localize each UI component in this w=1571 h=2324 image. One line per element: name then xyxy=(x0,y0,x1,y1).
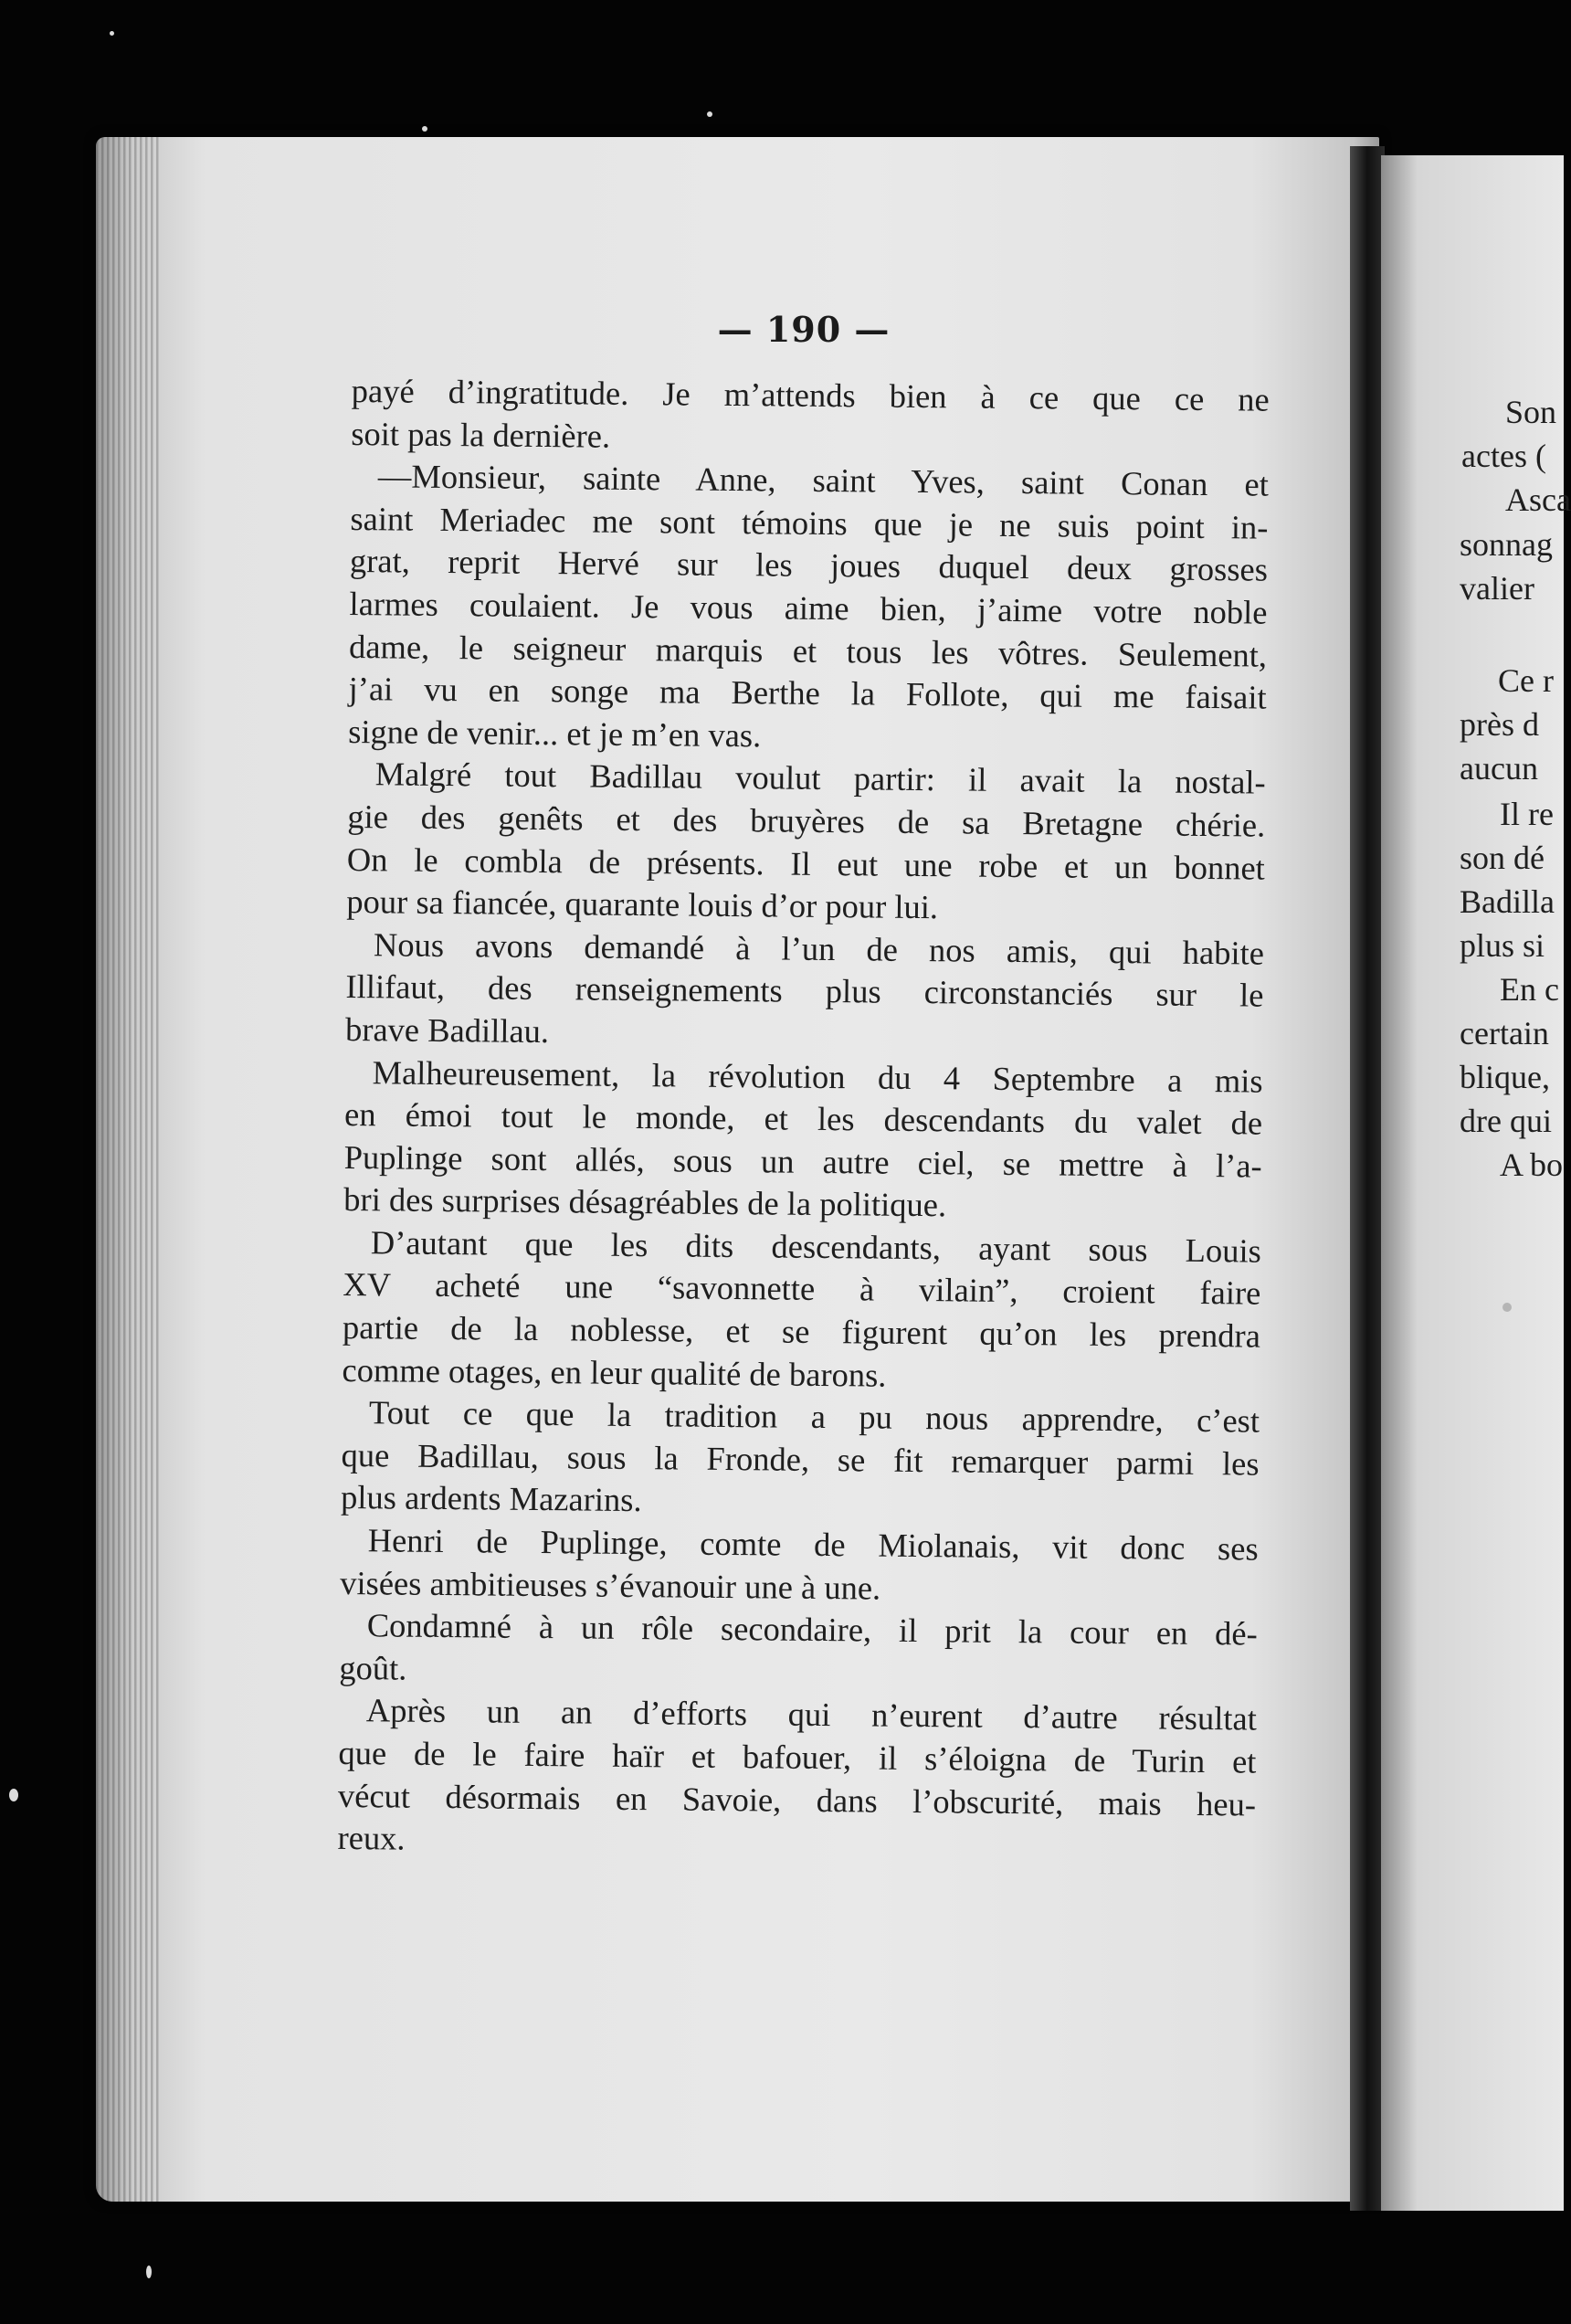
text-line: Henri de Puplinge, comte de Miolanais, vit donc ses xyxy=(367,1521,1259,1568)
text-line: goût. xyxy=(339,1648,407,1687)
dust-speck xyxy=(9,1789,18,1801)
text-line: D’autant que les dits descendants, ayant sous Louis xyxy=(370,1223,1261,1270)
right-text-line: sonnag xyxy=(1460,526,1553,563)
text-line: signe de venir... et je m’en vas. xyxy=(348,712,762,755)
right-text-line: A bo xyxy=(1500,1146,1564,1183)
text-line: plus ardents Mazarins. xyxy=(340,1478,642,1519)
dust-speck xyxy=(1502,1303,1512,1312)
right-text-line: plus si xyxy=(1460,927,1545,964)
text-line: soit pas la dernière. xyxy=(351,414,611,455)
book-gutter xyxy=(1350,146,1385,2211)
right-text-line: près d xyxy=(1460,706,1539,743)
text-line: XV acheté une “savonnette à vilain”, croient faire xyxy=(343,1265,1261,1313)
text-line: On le combla de présents. Il eut une robe et un bonnet xyxy=(346,840,1266,887)
text-line: vécut désormais en Savoie, dans l’obscurité, mais heu- xyxy=(337,1776,1257,1823)
text-line: Illifaut, des renseignements plus circonstanciés sur le xyxy=(345,967,1264,1014)
text-line: Malgré tout Badillau voulut partir: il avait la nostal- xyxy=(374,755,1266,801)
page-number: — 190 — xyxy=(717,309,891,350)
text-line: —Monsieur, sainte Anne, saint Yves, saint Conan et xyxy=(377,457,1270,503)
text-line: Après un an d’efforts qui n’eurent d’autre résultat xyxy=(365,1691,1258,1738)
text-line: larmes coulaient. Je vous aime bien, j’aime votre noble xyxy=(349,584,1268,631)
text-line: gie des genêts et des bruyères de sa Bretagne chérie. xyxy=(347,797,1266,844)
dust-speck xyxy=(707,111,712,117)
text-line: grat, reprit Hervé sur les joues duquel deux grosses xyxy=(349,542,1269,589)
dust-speck xyxy=(422,126,427,132)
text-line: reux. xyxy=(337,1819,406,1857)
right-text-line: Il re xyxy=(1500,796,1554,832)
right-text-line: valier xyxy=(1460,570,1534,607)
text-line: Condamné à un rôle secondaire, il prit la cour en dé- xyxy=(366,1606,1258,1653)
text-line: bri des surprises désagréables de la politique. xyxy=(343,1180,947,1224)
right-text-line: Son xyxy=(1505,394,1557,430)
right-text-line: En c xyxy=(1500,971,1559,1008)
page-text xyxy=(337,370,1270,1868)
right-text-line: certain xyxy=(1460,1015,1549,1051)
right-text-line: Asca xyxy=(1505,481,1571,518)
text-line: comme otages, en leur qualité de barons. xyxy=(342,1350,887,1394)
text-line: visées ambitieuses s’évanouir une à une. xyxy=(340,1563,881,1607)
text-line: partie de la noblesse, et se figurent qu’on les prendra xyxy=(342,1308,1261,1355)
text-line: que Badillau, sous la Fronde, se fit remarquer parmi les xyxy=(341,1435,1260,1483)
text-line: dame, le seigneur marquis et tous les vôtres. Seulement, xyxy=(348,627,1268,674)
text-line: en émoi tout le monde, et les descendants du valet de xyxy=(343,1095,1263,1142)
right-page-text xyxy=(1381,0,1571,2324)
text-line: brave Badillau. xyxy=(344,1009,550,1051)
text-line: j’ai vu en songe ma Berthe la Follote, qui me faisait xyxy=(348,670,1267,716)
right-text-line: Badilla xyxy=(1460,883,1555,920)
dust-speck xyxy=(146,2266,152,2278)
text-line: Tout ce que la tradition a pu nous apprendre, c’est xyxy=(368,1393,1260,1440)
text-line: que de le faire haïr et bafouer, il s’éloigna de Turin et xyxy=(338,1733,1257,1780)
text-line: Puplinge sont allés, sous un autre ciel, se mettre à l’a- xyxy=(343,1137,1262,1185)
dust-speck xyxy=(110,31,114,36)
right-text-line: son dé xyxy=(1460,840,1545,876)
text-line: pour sa fiancée, quarante louis d’or pour lui. xyxy=(346,882,939,926)
right-text-line: aucun xyxy=(1460,750,1538,787)
text-line: saint Meriadec me sont témoins que je ne suis point in- xyxy=(350,499,1269,546)
right-text-line: blique, xyxy=(1460,1059,1550,1095)
left-page-edge xyxy=(96,137,160,2202)
right-text-line: actes ( xyxy=(1461,438,1546,474)
right-text-line: dre qui xyxy=(1460,1103,1552,1139)
text-line: Nous avons demandé à l’un de nos amis, qui habite xyxy=(373,924,1265,972)
text-line: payé d’ingratitude. Je m’attends bien à ce que ce ne xyxy=(351,371,1270,418)
text-line: Malheureusement, la révolution du 4 Septembre a mis xyxy=(372,1052,1263,1100)
right-text-line: Ce r xyxy=(1498,662,1554,699)
